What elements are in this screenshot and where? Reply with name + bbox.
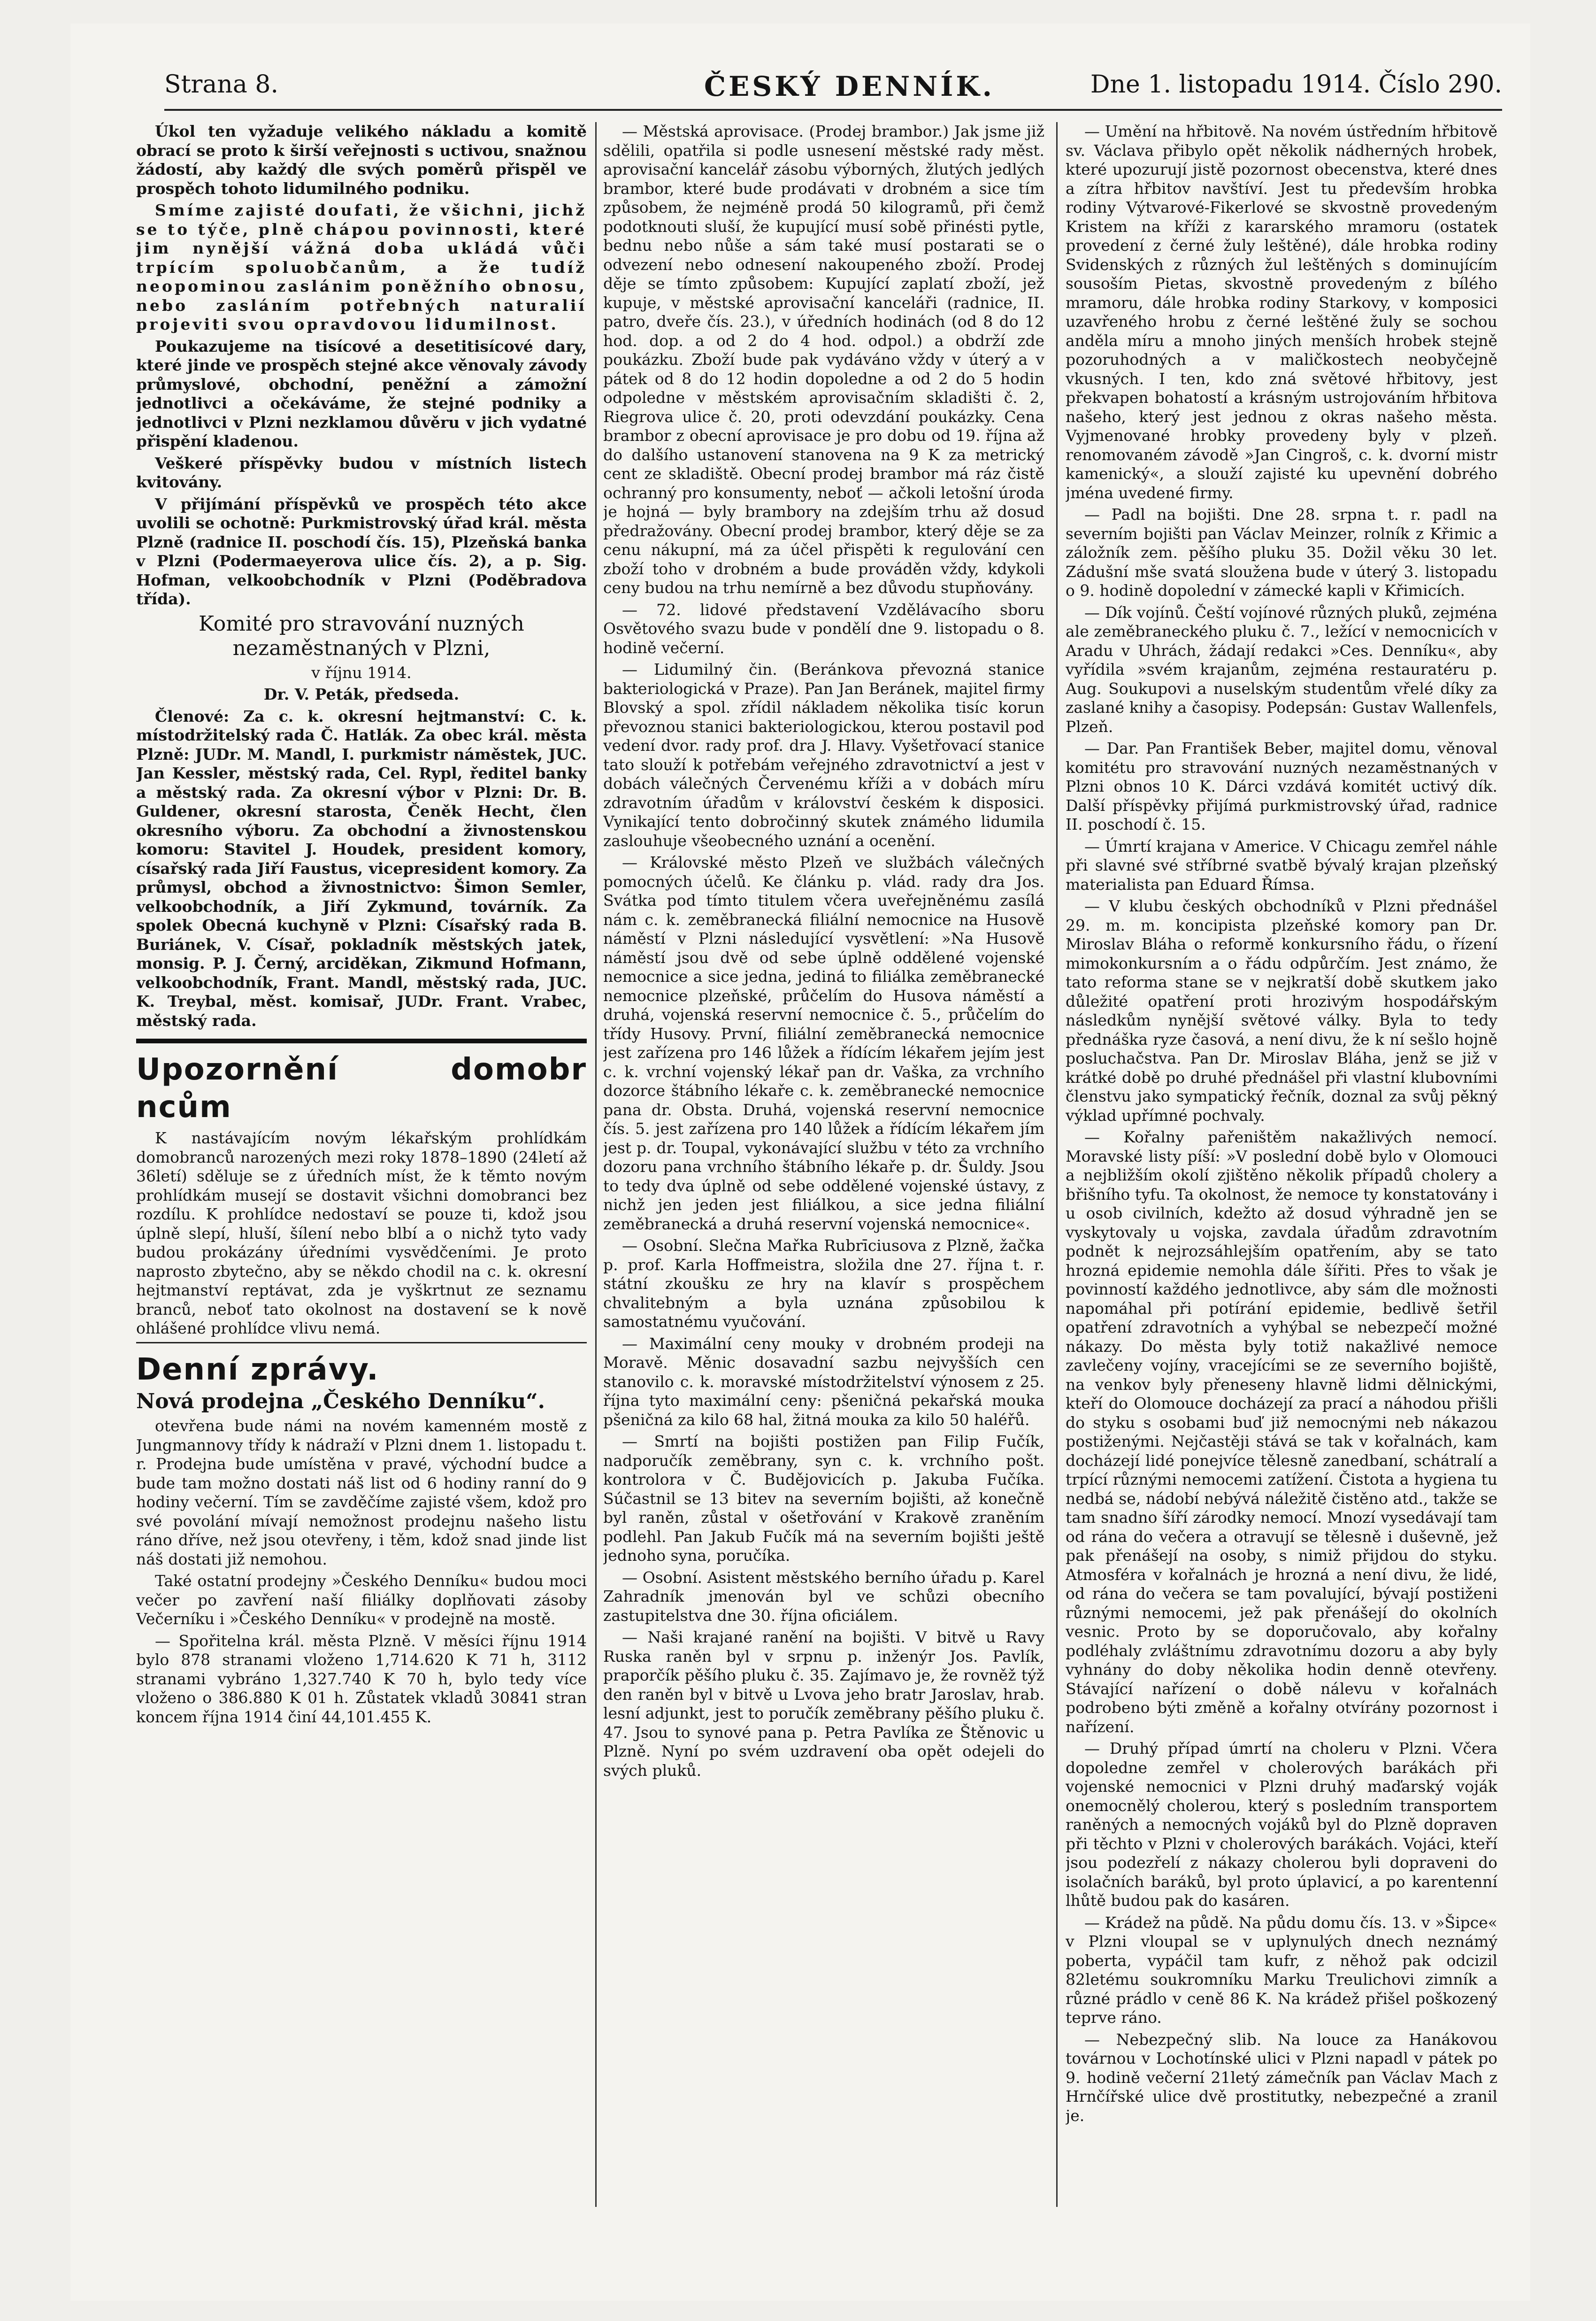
issue-date: Dne 1. listopadu 1914. Číslo 290.	[1090, 70, 1502, 99]
column-2	[603, 122, 1044, 2263]
article-text: Úkol ten vyžaduje velikého nákladu a komitě obrací se proto k širší veřejnosti s uctivou, snažnou žádostí, aby každý dle svých poměrů přispěl ve prospěch tohoto lidumilného podniku.	[136, 122, 587, 198]
article-text: Veškeré příspěvky budou v místních listech kvitovány.	[136, 454, 587, 491]
article-text: — Dar. Pan František Beber, majitel domu, věnoval komitétu pro stravování nuzných nezaměstnaných v Plzni obnos 10 K. Dárci vzdává komitét uctivý dík. Další příspěvky přijímá purkmistrovský úřad, radnice II. poschodí č. 15.	[1066, 739, 1497, 833]
article-text: otevřena bude námi na novém kamenném mostě z Jungmannovy třídy k nádraží v Plzni dnem 1. listopadu t. r. Prodejna bude umístěna v pravé, východní budce a bude tam možno dostati náš list od 6 hodiny ranní do 9 hodiny večerní. Tím se zavděčíme zajisté všem, kdož pro své povolání mívají nemožnost prodejnu našeho listu ráno dříve, než jsou otevřeny, i těm, kdož snad jinde list náš dostati již nemohou.	[136, 1417, 587, 1568]
article-text: — Osobní. Asistent městského berního úřadu p. Karel Zahradník jmenován byl ve schůzi obecního zastupitelstva dne 30. října oficiálem.	[603, 1568, 1044, 1625]
article-text: — Dík vojínů. Čeští vojínové různých pluků, zejména ale zeměbraneckého pluku č. 7., ležící v nemocnicích v Aradu v Uhrách, žádají redakci »Ces. Denníku«, aby vyřídila »svém krajanům, zejména restauratéru p. Aug. Soukupovi a nuselským studentům vřelé díky za zaslané knihy a časopisy. Podepsán: Gustav Wallenfels, Plzeň.	[1066, 603, 1497, 736]
article-text: — Městská aprovisace. (Prodej brambor.) Jak jsme již sdělili, opatřila si podle usnesení městské rady měst. aprovisační kancelář zásobu výborných, žlutých jedlých brambor, které bude prodávati v drobném a sice tím způsobem, že nejméně prodá 50 kilogramů, při čemž podotknouti sluší, že kupující musí sobě přinésti pytle, bednu nebo nůše a sám také musí postarati se o odvezení nebo odnesení nakoupeného zboží. Prodej děje se tímto způsobem: Kupující zaplatí zboží, jež kupuje, v městské aprovisační kanceláři (radnice, II. patro, dveře čís. 23.), v úředních hodinách (od 8 do 12 hod. dop. a od 2 do 4 hod. odpol.) a obdrží zde poukázku. Zboží bude pak vydáváno vždy v úterý a v pátek od 8 do 12 hodin dopoledne a od 2 do 5 hodin odpoledne v městském aprovisačním skladišti č. 2, Riegrova ulice č. 20, proti odevzdání poukázky. Cena brambor z obecní aprovisace je pro dobu od 19. října až do dalšího ustanovení stanovena na 9 K za metrický cent ze skladiště. Obecní prodej brambor má ráz čistě ochranný pro konsumenty, neboť — ačkoli letošní úroda je hojná — byly brambory na zdejším trhu až dosud předražovány. Obecní prodej brambor, který děje se za cenu nákupní, má za účel přispěti k regulování cen zboží toho v drobném a bude prováděn vždy, kdykoli ceny budou na trhu nemírně a bez důvodu stupňovány.	[603, 122, 1044, 597]
column-divider	[1056, 122, 1058, 2207]
page-header	[94, 70, 1502, 113]
article-text: — 72. lidové představení Vzdělávacího sboru Osvětového svazu bude v pondělí dne 9. listopadu o 8. hodině večerní.	[603, 600, 1044, 657]
article-text: — Osobní. Slečna Mařka Rubrīciusova z Plzně, žačka p. prof. Karla Hoffmeistra, složila dne 27. října t. r. státní zkoušku ze hry na klavír s prospěchem chvalitebným a byla uznána způsobilou k samostatnému vyučování.	[603, 1236, 1044, 1331]
article-text: — Krádež na půdě. Na půdu domu čís. 13. v »Šipce« v Plzni vloupal se v uplynulých dnech neznámý poberta, vypáčil tam kufr, z něhož pak odcizil 82letému soukromníku Marku Treulichovi zimník a různé prádlo v ceně 86 K. Na krádež přišel poškozený teprve ráno.	[1066, 1913, 1497, 2027]
article-text: Poukazujeme na tisícové a desetitisícové dary, které jinde ve prospěch stejné akce věnovaly závody průmyslové, obchodní, peněžní a zámožní jednotlivci a očekáváme, že stejné podniky a jednotlivci v Plzni nezklamou důvěru v jich vydatné přispění kladenou.	[136, 337, 587, 450]
article-text: K nastávajícím novým lékařským prohlídkám domobranců narozených mezi roky 1878–1890 (24letí až 36letí) sděluje se z úředních míst, že k těmto novým prohlídkám musejí se dostavit všichni domobranci bez rozdílu. K prohlídce nedostaví se pouze ti, kdož jsou úplně slepí, hluší, šílení nebo blbí a o nichž tyto vady budou prokázány úředními vysvědčeními. Je proto naprosto zbytečno, aby se někdo chodil na c. k. okresní hejtmanství reptávat, zda je vyškrtnut ze seznamu branců, neboť tato okolnost na dostavení se k nově ohlášené prohlídce vlivu nemá.	[136, 1129, 587, 1337]
article-text: — Nebezpečný slib. Na louce za Hanákovou továrnou v Lochotínské ulici v Plzni napadl v pátek po 9. hodině večerní 21letý zámečník pan Václav Mach z Hrnčířské ulice dvě prostitutky, nebezpečné a zranil je.	[1066, 2030, 1497, 2125]
article-heading: Nová prodejna „Českého Denníku“.	[136, 1389, 545, 1413]
divider	[136, 1342, 587, 1343]
section-rule	[136, 1039, 587, 1043]
section-heading: Upozornění domobr ncům	[136, 1052, 587, 1125]
article-text: V přijímání příspěvků ve prospěch této akce uvolili se ochotně: Purkmistrovský úřad král. města Plzně (radnice II. poschodí čís. 15), Plzeňská banka v Plzni (Podermaeyerova ulice čís. 2), a p. Sig. Hofman, velkoobchodník v Plzni (Poděbradova třída).	[136, 494, 587, 608]
article-text: — Umění na hřbitově. Na novém ústředním hřbitově sv. Václava přibylo opět několik nádherných hrobek, které upozurují jistě pozornost obecenstva, které dnes a zítra hřbitov navštíví. Jest tu především hrobka rodiny Výtvarové-Fikerlové se skvostně provedeným Kristem na kříži z kararského mramoru (ostatek provedení z černé žuly leštěné), dále hrobka rodiny Svidenských z různých žul leštěných s dominujícím sousoším Pietas, skvostně provedeným z bílého mramoru, dále hrobka rodiny Starkovy, v komposici uzavřeného hrobu z černé leštěné žuly se sochou anděla míru a mnoho jiných menších hrobek stejně pozoruhodných a v maličkostech neobyčejně vkusných. I ten, kdo zná světové hřbitovy, jest překvapen bohatostí a krásným ustrojováním hřbitova našeho, který jest jednou z okras našeho města. Vyjmenované hrobky provedeny byly v plzeň. renomovaném závodě »Jan Cingroš, c. k. dvorní mistr kamenický«, a slouží zajisté ku upevnění dobrého jména uvedené firmy.	[1066, 122, 1497, 502]
header-rule	[164, 109, 1502, 111]
committee-date: v říjnu 1914.	[311, 663, 412, 682]
column-3	[1066, 122, 1497, 2263]
committee-chair: Dr. V. Peták, předseda.	[263, 685, 460, 703]
article-text: — Spořitelna král. města Plzně. V měsíci říjnu 1914 bylo 878 stranami vloženo 1,714.620 K 71 h, 3112 stranami vybráno 1,327.740 K 70 h, bylo tedy více vloženo o 386.880 K 01 h. Zůstatek vkladů 30841 stran koncem října 1914 činí 44,101.455 K.	[136, 1631, 587, 1726]
section-heading: Denní zprávy.	[136, 1352, 379, 1387]
article-text: — Kořalny pařeništěm nakažlivých nemocí. Moravské listy píší: »V poslední době bylo v Olomouci a nejbližším okolí zjištěno několik případů cholery a břišního tyfu. Ta okolnost, že nemoce ty konstatovány i u osob civilních, kdežto až dosud výhradně jen se vyskytovaly u vojska, zavdala úřadům zdravotním podnět k nejrozsáhlejším opatřením, aby se tato hrozná epidemie nemohla dále šířiti. Přes to však je povinností každého jednotlivce, aby sám dle možnosti napomáhal při potírání epidemie, bedlivě šetřil opatření zdravotních a vyhýbal se nebezpečí možné nákazy. Do města byly totiž nakažlivé nemoce zavlečeny vojíny, vracejícími se ze severního bojiště, na venkov byly přeneseny hlavně lidmi dělnickými, kteří do Olomouce docházejí za prací a náhodou přišli do styku s osobami buď již nemocnými neb nákazou postiženými. Nejčastěji stává se tak v kořalnách, kam docházejí lidé ponejvíce tělesně zanedbaní, schátralí a trpící různými nemocemi zatížení. Čistota a hygiena tu nedbá se, nádobí nebývá náležitě čistěno atd., takže se tam snadno šíří zárodky nemocí. Mnozí vysedávají tam od rána do večera a otravují se tělesně i duševně, jež pak přenášejí na osoby, s nimiž přijdou do styku. Atmosféra v kořalnách je hrozná a není divu, že lidé, od rána do večera se tam povalující, bývají postiženi různými nemocemi, jež pak přenášejí do okolních vesnic. Proto by se doporučovalo, aby kořalny podléhaly zvláštnímu zdravotnímu dozoru a aby byly vyhnány do doby několika hodin denně otevřeny. Stávající nařízení o době nálevu v kořalnách podrobeno býti změně a kořalny otvírány pozornost i nařízení.	[1066, 1128, 1497, 1736]
article-text: — Naši krajané ranění na bojišti. V bitvě u Ravy Ruska raněn byl v srpnu p. inženýr Jos. Pavlík, praporčík pěšího pluku č. 35. Zajímavo je, že rovněž týž den raněn byl v bitvě u Lvova jeho bratr Jaroslav, hrab. lesní adjunkt, jest to poručík zeměbrany pěšího pluku č. 47. Jsou to synové pana p. Petra Pavlíka ze Štěnovic u Plzně. Nyní po svém uzdravení oba opět odejeli do svých pluků.	[603, 1628, 1044, 1780]
article-text: — Druhý případ úmrtí na choleru v Plzni. Včera dopoledne zemřel v cholerových barákách při vojenské nemocnici v Plzni druhý maďarský voják onemocnělý cholerou, který s posledním transportem raněných a nemocných vojáků byl do Plzně dopraven při těchto v Plzni v cholerových barákách. Vojáci, kteří jsou podezřelí z nákazy cholerou byli dopraveni do isolačních baráků, byl proto úplavicí, a po karentenní lhůtě budou pak do kasáren.	[1066, 1739, 1497, 1910]
article-text: — V klubu českých obchodníků v Plzni přednášel 29. m. m. koncipista plzeňské komory pan Dr. Miroslav Bláha o reformě konkursního řádu, o řízení mimokonkursním a o řádu odpůrčím. Jest známo, že tato reforma stane se v nejkratší době skutkem jako důležité opatření proti hrozivým hospodářským následkům nynější světové války. Byla to tedy přednáška ryze časová, a není divu, že k ní sešlo hojně posluchačstva. Pan Dr. Miroslav Bláha, jenž se již v krátké době po druhé přednášel při vlastní klubovními členstvu jako sympatický řečník, doznal za svůj pěkný výklad upřímné pochvaly.	[1066, 897, 1497, 1125]
article-text: — Lidumilný čin. (Beránkova převozná stanice bakteriologická v Praze). Pan Jan Beránek, majitel firmy Blovský a spol. zřídil nákladem několika tisíc korun převoznou stanici bakteriologickou, kterou postavil pod vedení dvor. rady prof. dra J. Hlavy. Vyšetřovací stanice tato slouží k potřebám veřejného zdravotnictví a jest v dobách válečných Červenému kříži a v dobách míru zdravotním úřadům v království českém k disposici. Vynikající tento dobročinný skutek známého lidumila zaslouhuje všeobecného uznání a ocenění.	[603, 660, 1044, 850]
committee-members: Členové: Za c. k. okresní hejtmanství: C. k. místodržitelský rada Č. Hatlák. Za obec král. města Plzně: JUDr. M. Mandl, I. purkmistr náměstek, JUC. Jan Kessler, městský rada, Cel. Rypl, ředitel banky a městský rada. Za okresní výbor v Plzni: Dr. B. Guldener, okresní starosta, Čeněk Hecht, člen okresního výboru. Za obchodní a živnostenskou komoru: Stavitel J. Houdek, president komory, císařský rada Jiří Faustus, vicepresident komory. Za průmysl, obchod a živnostnictvo: Šimon Semler, velkoobchodník, a Jiří Zykmund, továrník. Za spolek Obecná kuchyně v Plzni: Císařský rada B. Buriánek, V. Císař, pokladník městských jatek, monsig. P. J. Černý, arciděkan, Zikmund Hofmann, velkoobchodník, Frant. Mandl, městský rada, JUC. K. Treybal, měst. komisař, JUDr. Frant. Vrabec, městský rada.	[136, 707, 587, 1030]
article-text: — Smrtí na bojišti postižen pan Filip Fučík, nadporučík zeměbrany, syn c. k. vrchního pošt. kontrolora v Č. Budějovicích p. Jakuba Fučíka. Súčastnil se 13 bitev na severním bojišti, až konečně byl raněn, zůstal v ošetřování v Krakově zraněním podlehl. Pan Jakub Fučík má na severním bojišti ještě jednoho syna, poručíka.	[603, 1432, 1044, 1565]
committee-heading: Komité pro stravování nuzných nezaměstnaných v Plzni,	[199, 611, 524, 660]
article-text: Smíme zajisté doufati, že všichni, jichž se to týče, plně chápou povinnosti, které jim nynější vážná doba ukládá vůči trpícím spoluobčanům, a že tudíž neopominou zaslánim poněžního obnosu, nebo zasláním potřebných naturalií projeviti svou opravdovou lidumilnost.	[136, 201, 587, 333]
column-divider	[595, 122, 597, 2207]
article-text: — Královské město Plzeň ve službách válečných pomocných účelů. Ke článku p. vlád. rady dra Jos. Svátka pod tímto titulem včera uveřejněnému zasílá nám c. k. zeměbranecká filiální nemocnice na Husově náměstí v Plzni následující vysvětlení: »Na Husově náměstí jsou dvě od sebe úplně oddělené vojenské nemocnice a sice jedna, jediná to filiálka zeměbranecké nemocnice plzeňské, průčelím do Husova náměstí a druhá, vojenská reservní nemocnice č. 5., průčelím do třídy Husovy. První, filiální zeměbranecká nemocnice jest zařízena pro 146 lůžek a řídícím lékařem jejím jest c. k. vrchní vojenský lékař pan dr. Vaška, za vrchního dozorce štábního lékaře c. k. zeměbranecké nemocnice pana dr. Obsta. Druhá, vojenská reservní nemocnice čís. 5. jest zařízena pro 140 lůžek a řídícím lékařem jím jest p. dr. Toupal, vykonávající službu v této za vrchního dozoru pana vrchního štábního lékaře p. dr. Šuldy. Jsou to tedy dva úplně od sebe oddělené vojenské ústavy, z nichž jen jeden jest filiálkou, a sice jedna filiální zeměbranecká a druhá reservní vojenská nemocnice«.	[603, 853, 1044, 1233]
masthead: ČESKÝ DENNÍK.	[704, 70, 995, 102]
article-text: Také ostatní prodejny »Českého Denníku« budou moci večer po zavření naší filiálky doplňovati zásoby Večerníku i »Českého Denníku« v prodejně na mostě.	[136, 1572, 587, 1628]
column-1	[136, 122, 587, 2263]
article-text: — Úmrtí krajana v Americe. V Chicagu zemřel náhle při slavné své stříbrné svatbě bývalý krajan plzeňský materialista pan Eduard Římsa.	[1066, 837, 1497, 894]
page-number: Strana 8.	[164, 70, 279, 99]
article-text: — Padl na bojišti. Dne 28. srpna t. r. padl na severním bojišti pan Václav Meinzer, rolník z Křimic a záložník zem. pěšího pluku 35. Dožil věku 30 let. Zádušní mše svatá sloužena bude v úterý 3. listopadu o 9. hodině dopolední v zámecké kapli v Křimicích.	[1066, 505, 1497, 600]
article-text: — Maximální ceny mouky v drobném prodeji na Moravě. Měnic dosavadní sazbu nejvyšších cen stanovilo c. k. moravské místodržitelství výnosem z 25. října tyto maximální ceny: pšeničná pekařská mouka pšeničná za kilo 68 hal, žitná mouka za kilo 50 haléřů.	[603, 1334, 1044, 1429]
